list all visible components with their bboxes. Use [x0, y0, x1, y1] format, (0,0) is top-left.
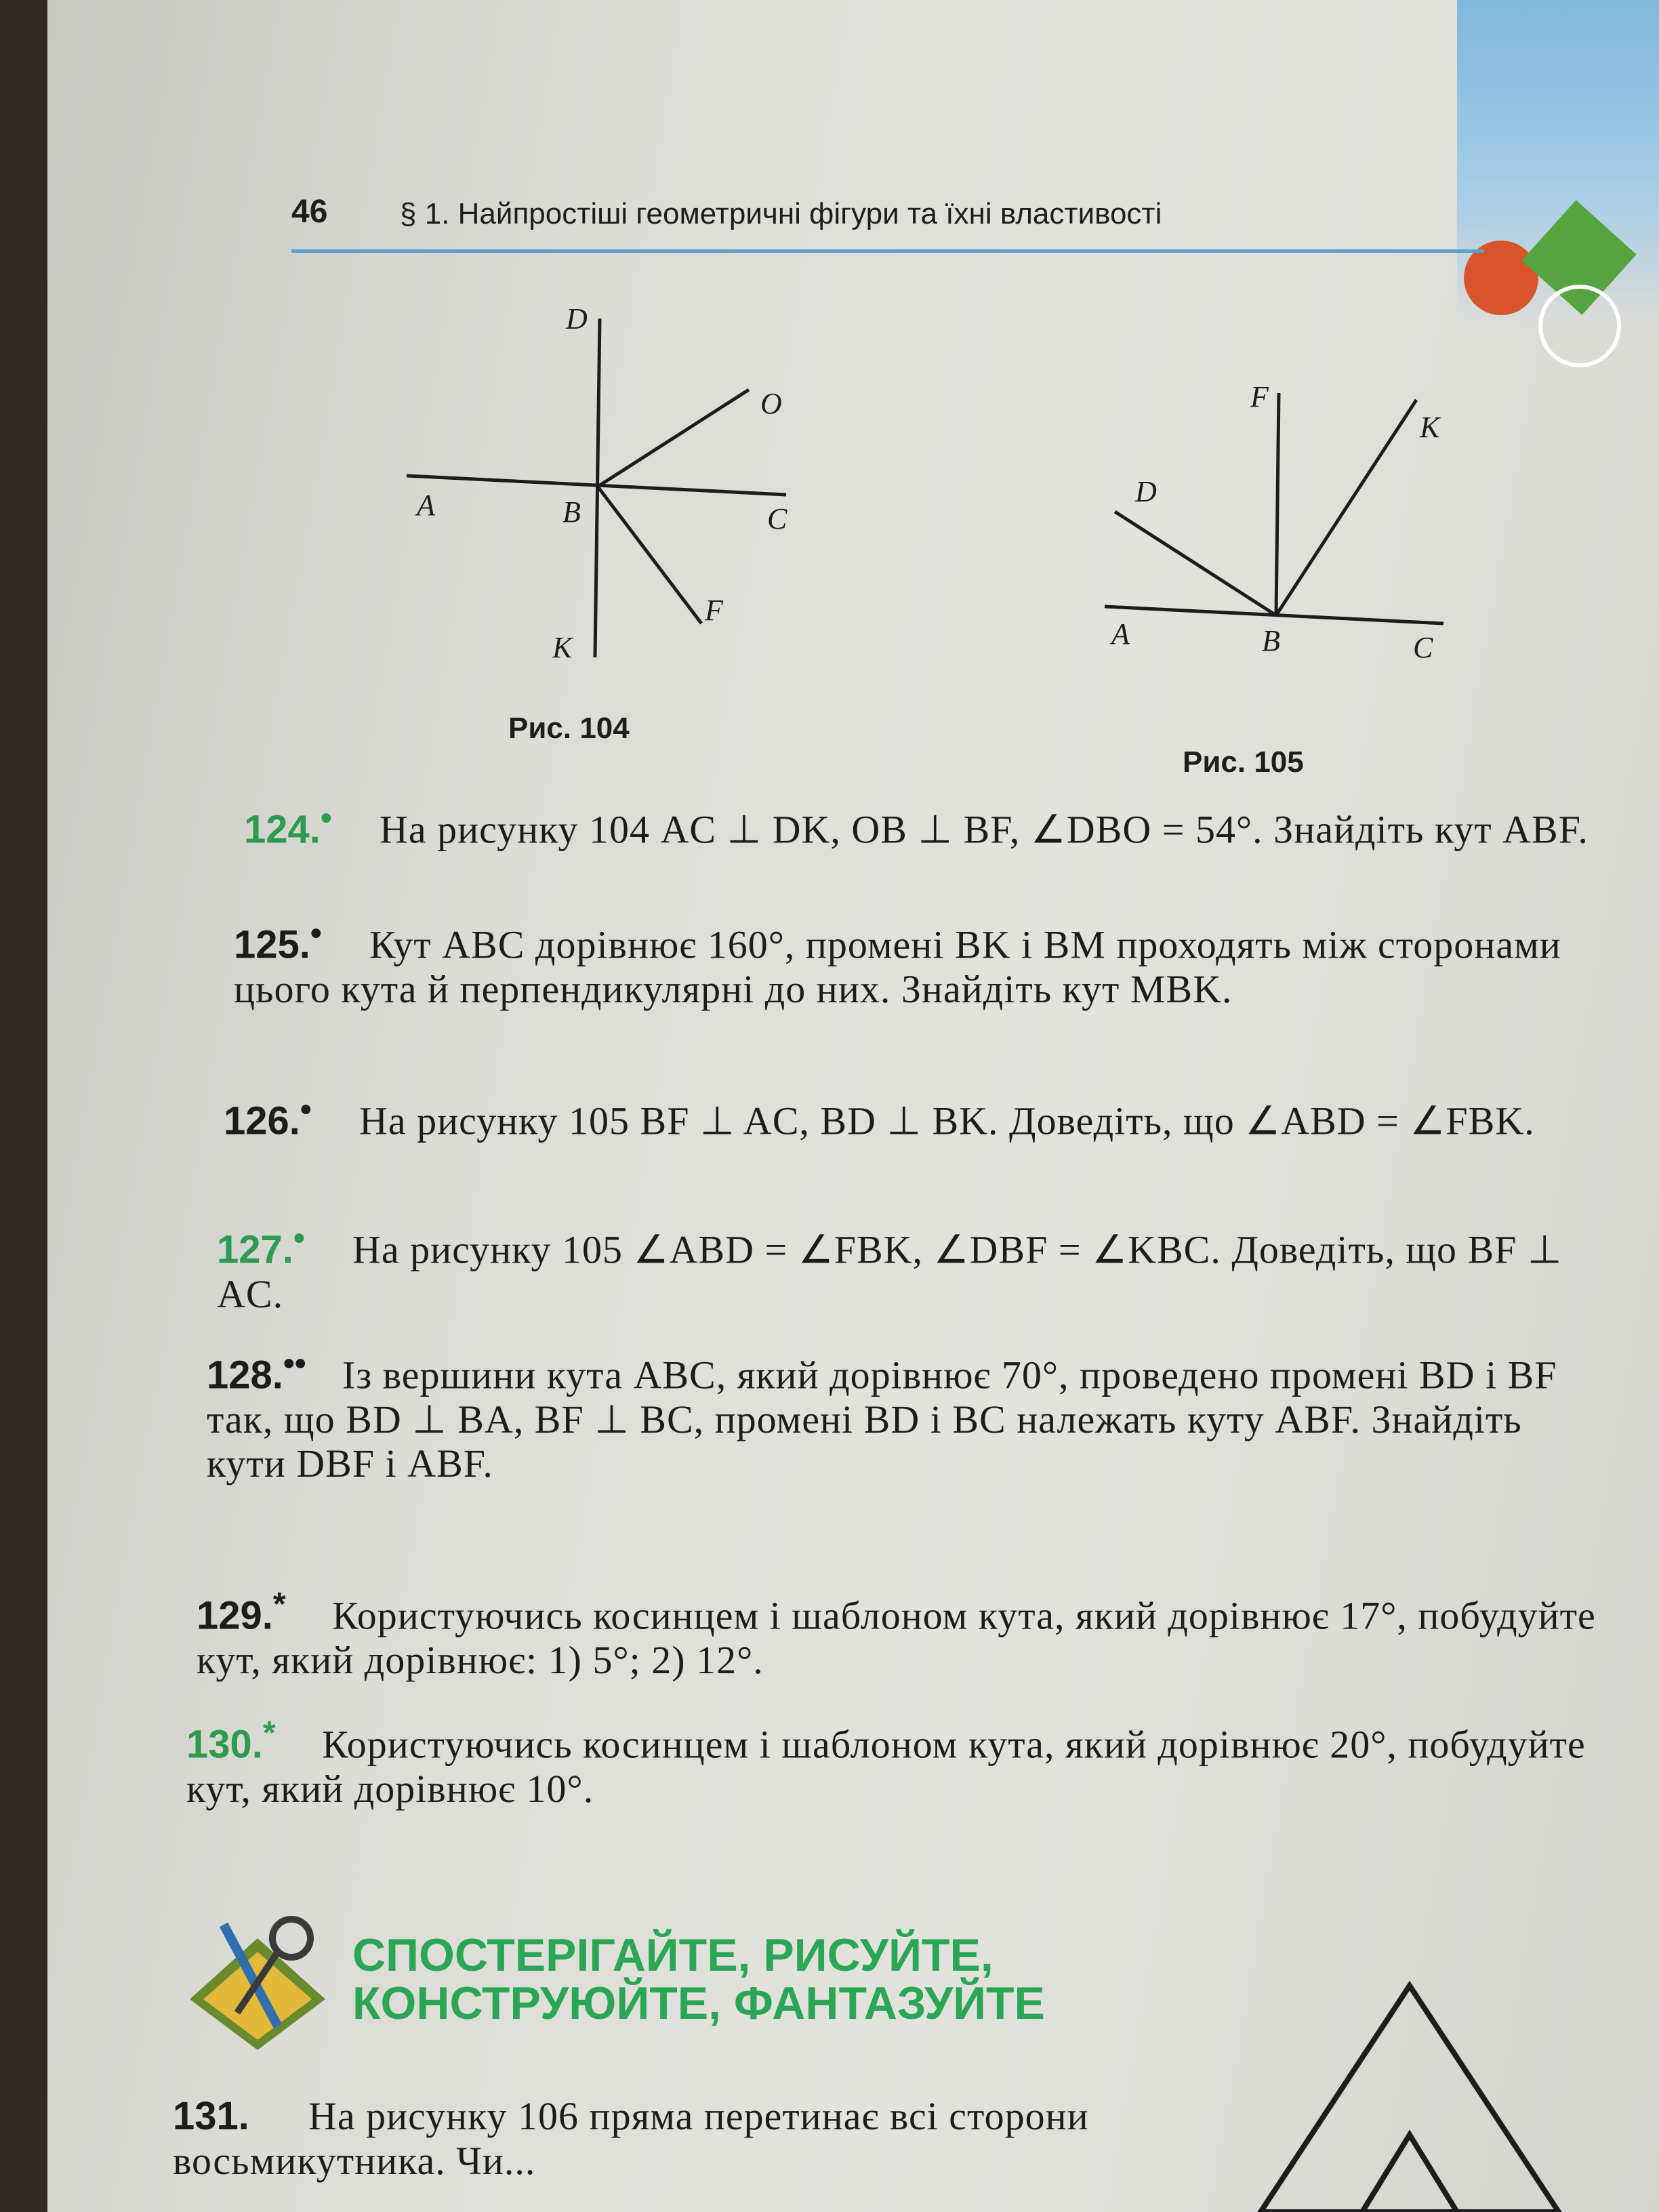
page-number: 46	[291, 194, 328, 230]
label-F: F	[705, 594, 723, 627]
label-A: A	[1111, 617, 1130, 651]
problem-number: 128.••	[207, 1345, 306, 1397]
ray-bo	[598, 390, 749, 487]
label-K: K	[552, 631, 573, 664]
label-D: D	[1135, 475, 1157, 508]
ray-bk	[1276, 400, 1416, 615]
section-title: § 1. Найпростіші геометричні фігури та їхні властивості	[400, 197, 1162, 230]
label-C: C	[1413, 631, 1433, 664]
label-C: C	[767, 502, 787, 535]
problem-128	[207, 1345, 1606, 1486]
problem-text: На рисунку 105 BF ⊥ AC, BD ⊥ BK. Доведіть, що ∠ABD = ∠FBK.	[359, 1099, 1535, 1143]
fig105-caption: Рис. 105	[1183, 745, 1304, 779]
ray-bd	[1115, 512, 1276, 615]
problem-text: На рисунку 104 AC ⊥ DK, OB ⊥ BF, ∠DBO = 54°. Знайдіть кут ABF.	[380, 807, 1589, 852]
problem-number: 124.•	[244, 800, 332, 852]
white-ring-decoration	[1538, 285, 1621, 367]
problem-text: Користуючись косинцем і шаблоном кута, який дорівнює 20°, побудуйте кут, який дорівнює 10°.	[186, 1722, 1586, 1811]
ray-bf	[1276, 393, 1279, 615]
problem-text: Із вершини кута ABC, який дорівнює 70°, проведено промені BD і BF так, що BD ⊥ BA, BF ⊥ BC, промені BD і BC належать куту ABF. Знайдіть кути DBF і ABF.	[207, 1353, 1557, 1486]
problem-number: 130.*	[186, 1715, 276, 1767]
label-B: B	[562, 495, 581, 529]
problem-text: Кут ABC дорівнює 160°, промені BK і BM проходять між сторонами цього кута й перпендикулярні до них. Знайдіть кут MBK.	[234, 922, 1561, 1011]
problem-131	[173, 2094, 1284, 2183]
label-B: B	[1262, 624, 1280, 657]
problem-130	[186, 1715, 1606, 1811]
header-rule	[291, 249, 1484, 253]
tools-icon	[176, 1898, 339, 2053]
problem-127	[217, 1220, 1606, 1316]
problem-text: Користуючись косинцем і шаблоном кута, який дорівнює 17°, побудуйте кут, який дорівнює: 1) 5°; 2) 12°.	[197, 1593, 1596, 1682]
label-O: O	[760, 387, 782, 420]
label-A: A	[417, 489, 435, 522]
problem-129	[197, 1586, 1606, 1682]
problem-124	[244, 800, 1606, 852]
problem-text: На рисунку 105 ∠ABD = ∠FBK, ∠DBF = ∠KBC. Доведіть, що BF ⊥ AC.	[217, 1227, 1563, 1316]
fig104-caption: Рис. 104	[508, 712, 630, 745]
problem-number: 129.*	[197, 1586, 286, 1638]
label-D: D	[566, 302, 588, 335]
banner-line-1: СПОСТЕРІГАЙТЕ, РИСУЙТЕ,	[352, 1929, 994, 1981]
problem-number: 126.•	[224, 1091, 312, 1143]
ray-bf	[598, 487, 701, 623]
figure-105	[1084, 366, 1477, 678]
label-F: F	[1250, 380, 1269, 413]
banner-line-2: КОНСТРУЮЙТЕ, ФАНТАЗУЙТЕ	[352, 1978, 1045, 2030]
problem-125	[234, 915, 1606, 1011]
figure-104	[380, 298, 854, 691]
problem-number: 127.•	[217, 1220, 305, 1272]
page-header	[291, 193, 1484, 254]
problem-text: На рисунку 106 пряма перетинає всі сторони восьмикутника. Чи...	[173, 2094, 1089, 2183]
problem-126	[224, 1091, 1606, 1143]
label-K: K	[1420, 411, 1440, 444]
problem-number: 125.•	[234, 915, 322, 967]
section-banner	[352, 1931, 1166, 2028]
problem-number: 131.	[173, 2094, 249, 2138]
figure-106-partial	[1247, 1979, 1599, 2212]
